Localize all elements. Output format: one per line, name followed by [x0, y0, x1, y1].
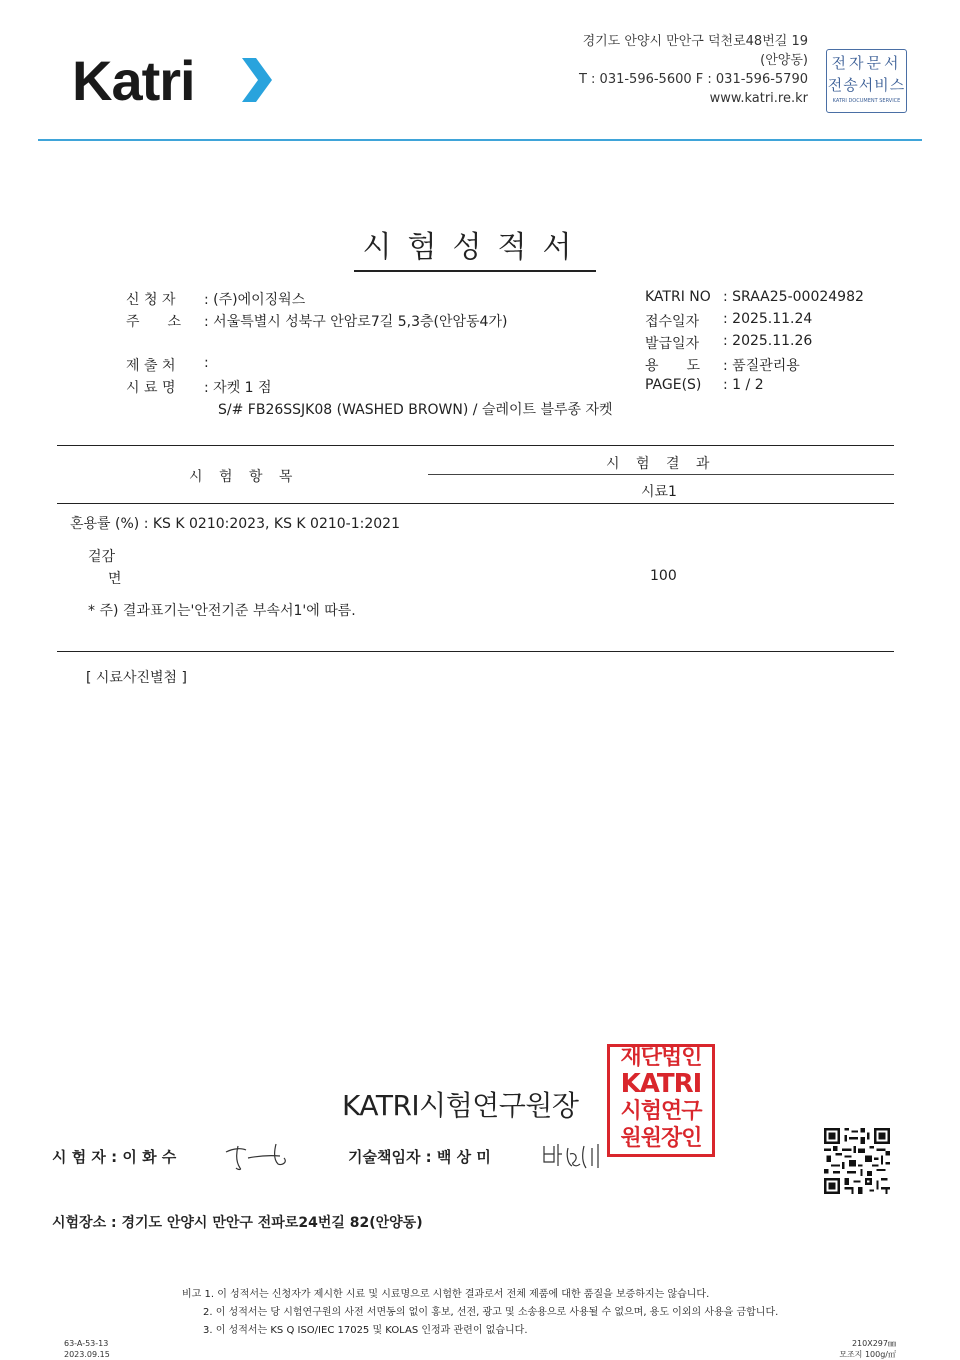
applicant-value: : (주)에이징웍스 [204, 292, 306, 308]
katri-logo: Katri [72, 49, 195, 112]
fiber-name: 면 [108, 571, 122, 587]
header-address-block [579, 32, 808, 108]
issued-date-value: : 2025.11.26 [723, 333, 813, 349]
document-title: 시험성적서 [354, 222, 596, 272]
seal-text: KATRI [620, 1069, 702, 1099]
address-line: (안양동) [760, 53, 808, 68]
received-date-label: 접수일자 [645, 314, 700, 330]
paper-spec-block [839, 1338, 896, 1360]
e-document-stamp: 전자문서 전송서비스 KATRI DOCUMENT SERVICE [826, 49, 907, 113]
purpose-value: : 품질관리용 [723, 358, 800, 374]
seal-text: 재단법인 [620, 1045, 702, 1070]
seal-border [607, 1044, 715, 1157]
tester-label: 시 험 자 : 이 화 수 [52, 1148, 177, 1166]
tester-signature [222, 1138, 294, 1174]
table-header-divider [428, 474, 894, 475]
applicant-label: 신 청 자 [126, 292, 176, 308]
form-code: 63-A-53-13 [64, 1339, 109, 1348]
paper-size: 210X297㎜ [851, 1339, 896, 1348]
remark-line: 비고 1. 이 성적서는 신청자가 제시한 시료 및 시료명으로 시험한 결과로서 전체 제품에 대한 품질을 보증하지는 않습니다. [182, 1289, 710, 1300]
table-header-item: 시 험 항 목 [189, 469, 299, 485]
purpose-label: 용 도 [645, 358, 701, 374]
tech-manager-signature [540, 1138, 612, 1174]
received-date-value: : 2025.11.24 [723, 311, 813, 327]
table-top-rule [57, 445, 894, 446]
katri-no-value: : SRAA25-00024982 [723, 289, 864, 305]
paper-type: 모조지 100g/㎡ [839, 1350, 896, 1359]
katri-no-label: KATRI NO [645, 289, 711, 305]
photo-attachment-note: [ 시료사진별첨 ] [86, 670, 187, 686]
garment-part: 겉감 [88, 549, 116, 565]
test-location: 시험장소 : 경기도 안양시 만안구 전파로24번길 82(안양동) [52, 1215, 423, 1231]
address-value: : 서울특별시 성북구 안암로7길 5,3층(안암동4가) [204, 314, 508, 330]
address-line: 경기도 안양시 만안구 덕천로48번길 19 [582, 34, 808, 49]
sample-detail: S/# FB26SSJK08 (WASHED BROWN) / 슬레이트 블루종 자켓 [218, 402, 613, 418]
page-count-value: : 1 / 2 [723, 377, 764, 393]
sample-label: 시 료 명 [126, 380, 176, 396]
chevron-right-icon [238, 56, 274, 104]
form-code-block [64, 1338, 110, 1360]
table-bottom-rule [57, 651, 894, 652]
table-header-rule [57, 503, 894, 504]
remark-line: 2. 이 성적서는 당 시험연구원의 사전 서면동의 없이 홍보, 선전, 광고 및 소송용으로 사용될 수 없으며, 용도 이외의 사용을 금합니다. [203, 1307, 779, 1318]
issued-date-label: 발급일자 [645, 336, 700, 352]
submitter-label: 제 출 처 [126, 358, 176, 374]
result-note: * 주) 결과표기는'안전기준 부속서1'에 따름. [88, 603, 356, 619]
remark-line: 3. 이 성적서는 KS Q ISO/IEC 17025 및 KOLAS 인정과 관련이 없습니다. [203, 1325, 528, 1336]
test-method: 혼용률 (%) : KS K 0210:2023, KS K 0210-1:2021 [70, 516, 400, 532]
page-count-label: PAGE(S) [645, 377, 702, 393]
form-date: 2023.09.15 [64, 1350, 110, 1359]
remarks-block [182, 1286, 778, 1340]
sample-value: : 자켓 1 점 [204, 380, 272, 396]
address-label: 주 소 [126, 314, 182, 330]
fiber-value: 100 [650, 568, 677, 584]
institute-name: KATRI시험연구원장 [342, 1089, 579, 1122]
header-divider [38, 139, 922, 141]
submitter-value: : [204, 355, 209, 371]
qr-code[interactable] [824, 1128, 890, 1194]
official-seal [607, 1044, 715, 1157]
table-header-result: 시 험 결 과 [606, 456, 716, 472]
seal-text: 시험연구 [620, 1099, 702, 1124]
seal-text: 원원장인 [620, 1126, 702, 1151]
table-header-sample: 시료1 [641, 484, 677, 500]
phone-fax: T : 031-596-5600 F : 031-596-5790 [578, 72, 808, 87]
website-link[interactable]: www.katri.re.kr [709, 91, 808, 106]
tech-manager-label: 기술책임자 : 백 상 미 [348, 1148, 491, 1166]
